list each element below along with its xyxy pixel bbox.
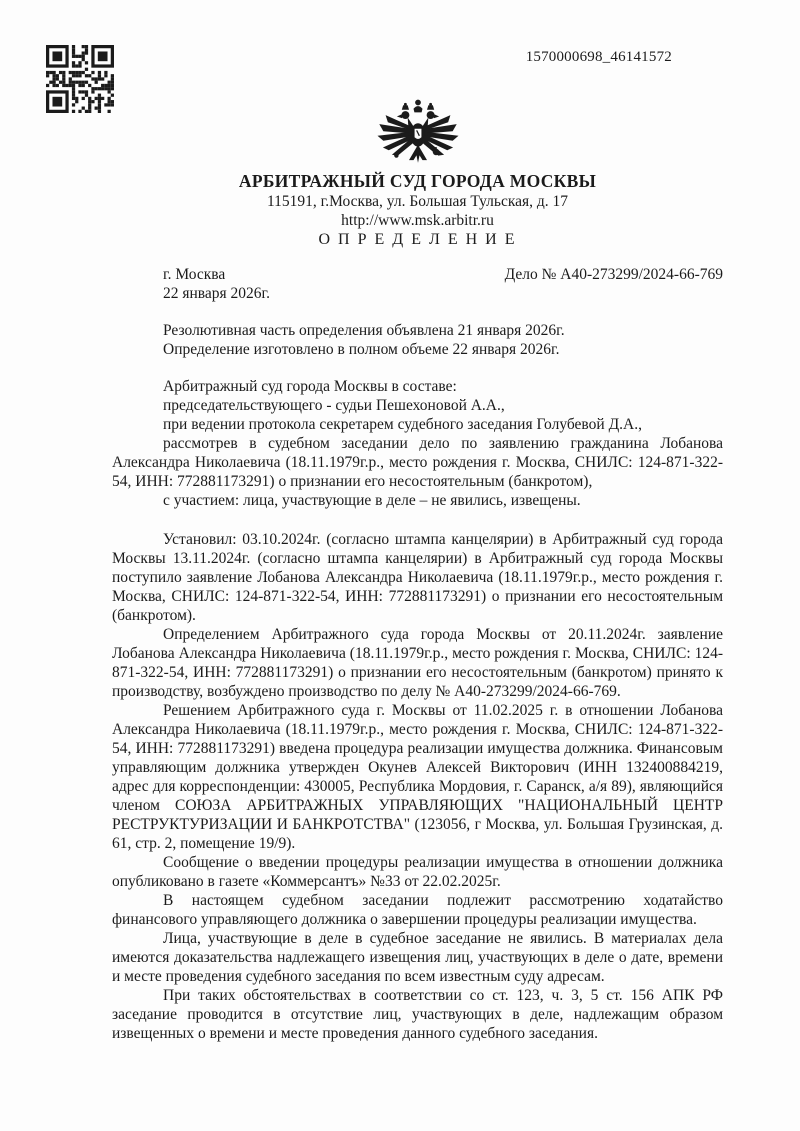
document-type-title: О П Р Е Д Е Л Е Н И Е <box>318 231 517 248</box>
composition-case-paragraph: рассмотрев в судебном заседании дело по заявлению гражданина Лобанова Александра Николаевича (18.11.1979г.р., место рождения г. Москва, СНИЛС: 124-871-322-54, ИНН: 772881173291) о признании его несостоятельным (банкротом), <box>112 435 723 490</box>
body-paragraph: Сообщение о введении процедуры реализации имущества в отношении должника опубликовано в газете «Коммерсантъ» №33 от 22.02.2025г. <box>112 854 723 890</box>
resolution-issued-line: Определение изготовлено в полном объеме 22 января 2026г. <box>163 341 560 358</box>
court-name: АРБИТРАЖНЫЙ СУД ГОРОДА МОСКВЫ <box>238 171 597 191</box>
court-address: 115191, г.Москва, ул. Большая Тульская, д. 17 <box>266 193 569 210</box>
composition-secretary-line: при ведении протокола секретарем судебного заседания Голубевой Д.А., <box>163 416 642 433</box>
case-number: Дело № А40-273299/2024-66-769 <box>504 266 723 283</box>
findings-block <box>112 530 723 1043</box>
city-label: г. Москва <box>163 266 226 283</box>
russia-coat-of-arms-icon <box>112 0 723 170</box>
decision-date: 22 января 2026г. <box>163 285 271 302</box>
qr-code-icon <box>46 45 114 113</box>
document-id: 1570000698_46141572 <box>525 49 672 65</box>
body-paragraph: Установил: 03.10.2024г. (согласно штампа канцелярии) в Арбитражный суд города Москвы 13.11.2024г. (согласно штампа канцелярии) в Арбитражный суд города Москвы поступило заявление Лобанова Александра Николаевича (18.11.1979г.р., место рождения г. Москва, СНИЛС: 124-871-322-54, ИНН: 772881173291) о признании его несостоятельным (банкротом). <box>112 531 723 624</box>
body-paragraph: В настоящем судебном заседании подлежит рассмотрению ходатайство финансового управляющего должника о завершении процедуры реализации имущества. <box>112 892 723 928</box>
body-paragraph: Определением Арбитражного суда города Москвы от 20.11.2024г. заявление Лобанова Александра Николаевича (18.11.1979г.р., место рождения г. Москва, СНИЛС: 124-871-322-54, ИНН: 772881173291) о признании его несостоятельным (банкротом) принято к производству, возбуждено производство по делу № А40-273299/2024-66-769. <box>112 626 723 700</box>
court-website: http://www.msk.arbitr.ru <box>341 212 494 229</box>
composition-attendance-line: с участием: лица, участвующие в деле – не явились, извещены. <box>163 492 581 509</box>
body-paragraph: Решением Арбитражного суда г. Москвы от 11.02.2025 г. в отношении Лобанова Александра Николаевича (18.11.1979г.р., место рождения г. Москва, СНИЛС: 124-871-322-54, ИНН: 772881173291) введена процедура реализации имущества должника. Финансовым управляющим должника утвержден Окунев Алексей Викторович (ИНН 132400884219, адрес для корреспонденции: 430005, Республика Мордовия, г. Саранск, а/я 89), являющийся членом СОЮЗА АРБИТРАЖНЫХ УПРАВЛЯЮЩИХ "НАЦИОНАЛЬНЫЙ ЦЕНТР РЕСТРУКТУРИЗАЦИИ И БАНКРОТСТВА" (123056, г Москва, ул. Большая Грузинская, д. 61, стр. 2, помещение 19/9). <box>112 702 723 852</box>
composition-judge-line: председательствующего - судьи Пешехоновой А.А., <box>163 397 505 414</box>
court-composition-block <box>112 377 723 510</box>
composition-court-line: Арбитражный суд города Москвы в составе: <box>163 378 457 395</box>
body-paragraph: При таких обстоятельствах в соответствии со ст. 123, ч. 3, 5 ст. 156 АПК РФ заседание проводится в отсутствие лиц, участвующих в деле, надлежащим образом извещенных о времени и месте проведения данного судебного заседания. <box>112 987 723 1042</box>
resolution-announced-line: Резолютивная часть определения объявлена 21 января 2026г. <box>163 322 565 339</box>
case-info-row <box>112 265 723 284</box>
body-paragraph: Лица, участвующие в деле в судебное заседание не явились. В материалах дела имеются доказательства надлежащего извещения лиц, участвующих в деле о дате, времени и месте проведения судебного заседания по всем известным суду адресам. <box>112 930 723 985</box>
resolution-block <box>112 321 723 359</box>
document-content <box>112 0 723 1043</box>
